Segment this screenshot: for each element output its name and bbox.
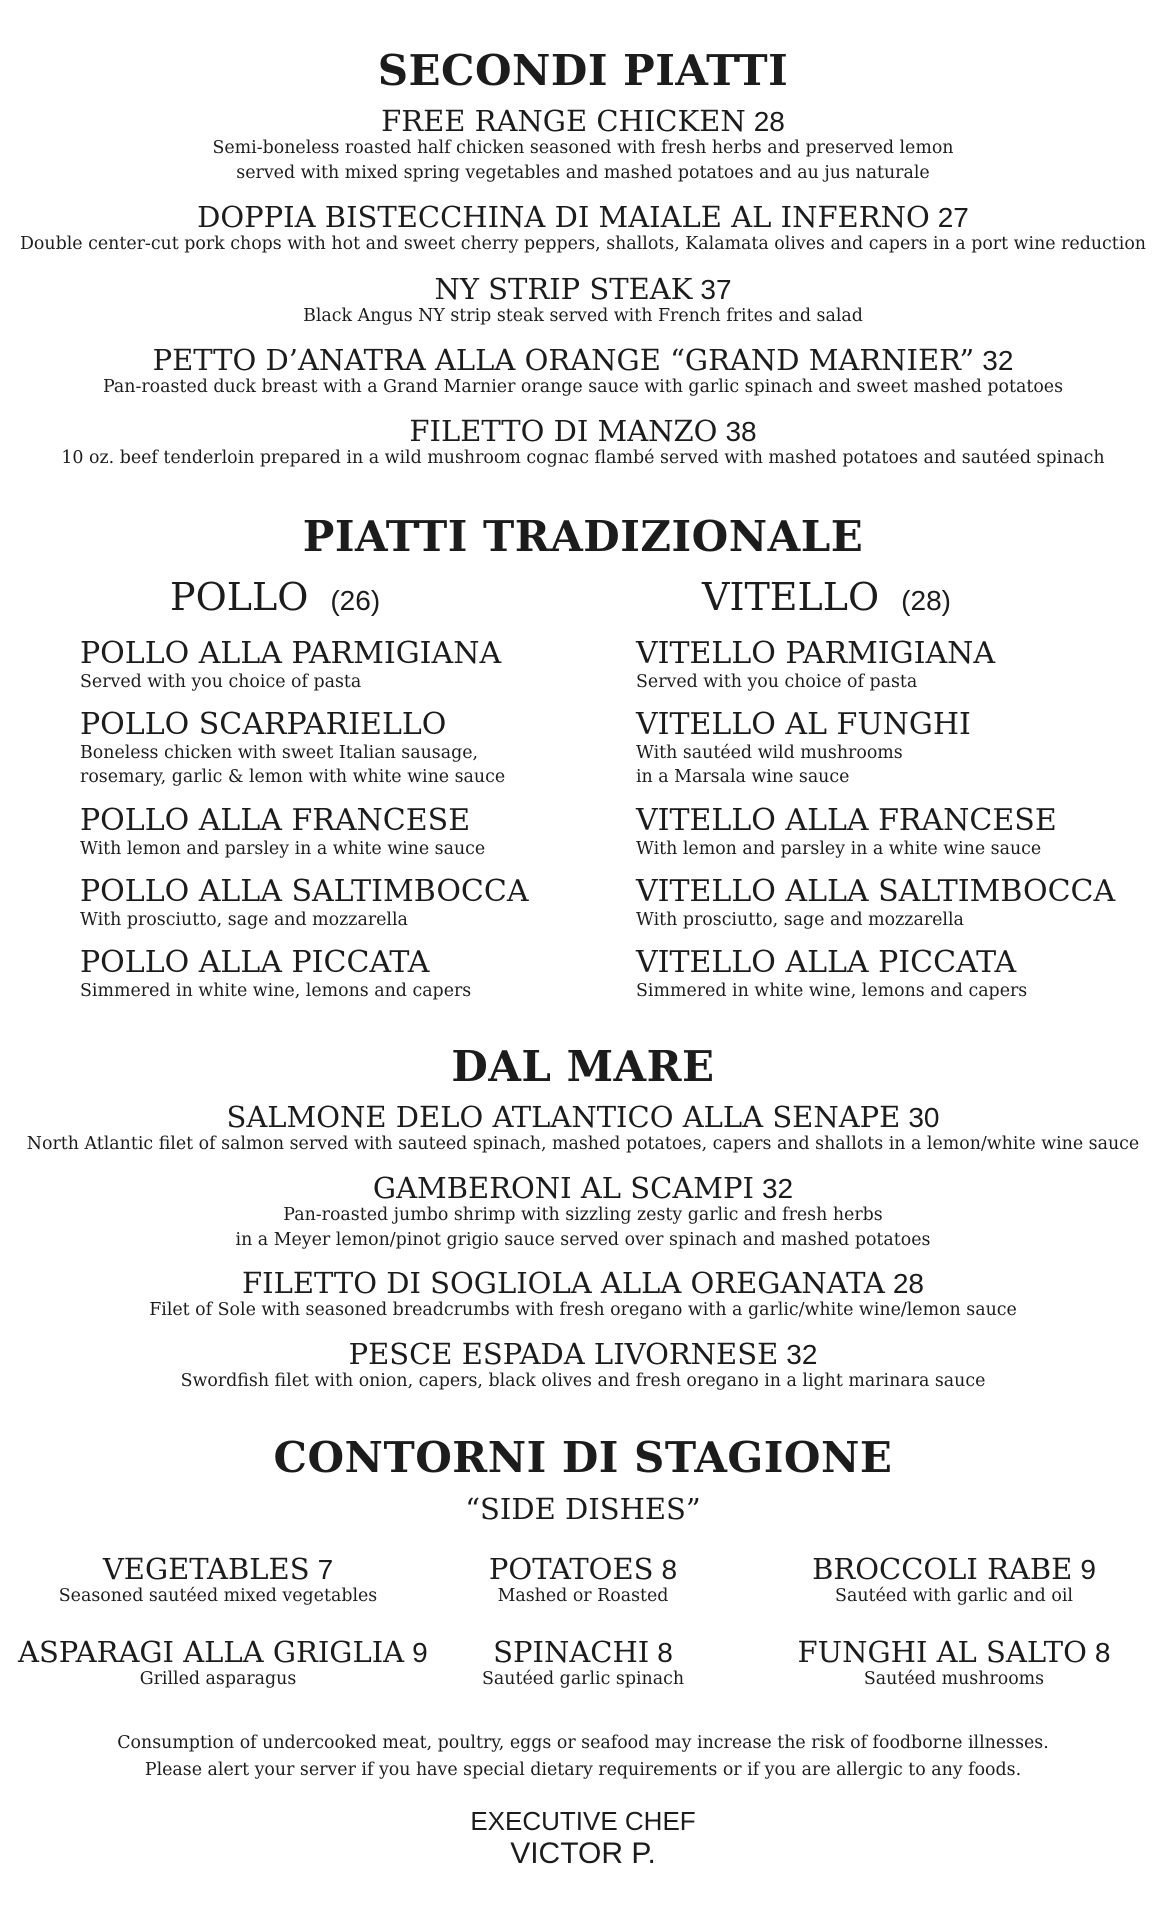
dish-name: POLLO ALLA SALTIMBOCCA xyxy=(80,874,529,909)
menu-item xyxy=(0,106,1166,186)
dish-description: Sautéed with garlic and oil xyxy=(835,1586,1073,1607)
dish-description: Sautéed garlic spinach xyxy=(481,1669,685,1690)
menu-item xyxy=(636,638,995,694)
dish-description: Semi-boneless roasted half chicken seasoned with fresh herbs and preserved lemon xyxy=(212,138,954,159)
side-dish xyxy=(754,1554,1154,1609)
dish-price: 7 xyxy=(317,1554,334,1585)
menu-item xyxy=(80,709,505,790)
dish-price: 28 xyxy=(753,106,785,137)
pollo-price: (26) xyxy=(330,585,381,616)
dish-name: VITELLO ALLA FRANCESE xyxy=(636,803,1057,838)
dish-description: Boneless chicken with sweet Italian sausage, xyxy=(80,742,479,763)
dish-price: 37 xyxy=(700,274,732,305)
menu-item xyxy=(80,947,471,1003)
menu-item xyxy=(0,1339,1166,1394)
pollo-heading xyxy=(170,575,381,619)
menu-item xyxy=(80,876,529,932)
chef-name: VICTOR P. xyxy=(510,1837,656,1870)
pollo-title: POLLO xyxy=(170,575,309,619)
dish-description: rosemary, garlic & lemon with white wine sauce xyxy=(80,767,506,788)
dish-name: POLLO ALLA FRANCESE xyxy=(80,803,471,838)
dish-name: DOPPIA BISTECCHINA DI MAIALE AL INFERNO xyxy=(197,200,930,234)
dish-price: 9 xyxy=(412,1637,428,1668)
dish-description: Seasoned sautéed mixed vegetables xyxy=(58,1586,378,1607)
dish-price: 8 xyxy=(661,1554,678,1585)
dish-price: 8 xyxy=(1094,1637,1111,1668)
dish-price: 8 xyxy=(657,1637,673,1668)
dish-name: VITELLO AL FUNGHI xyxy=(636,707,971,742)
menu-item xyxy=(0,202,1166,257)
dish-name: SALMONE DELO ATLANTICO ALLA SENAPE xyxy=(226,1100,901,1134)
dish-price: 38 xyxy=(725,416,757,447)
menu-item xyxy=(0,416,1166,471)
dish-name: FREE RANGE CHICKEN xyxy=(381,104,746,138)
dish-description: With prosciutto, sage and mozzarella xyxy=(80,909,408,930)
dish-description: Swordfish filet with onion, capers, black olives and fresh oregano in a light marinara sauce xyxy=(180,1371,986,1392)
allergy-notice xyxy=(0,1730,1166,1784)
dish-description: Filet of Sole with seasoned breadcrumbs with fresh oregano with a garlic/white wine/lemon sauce xyxy=(149,1300,1017,1321)
contorni-subtitle-block xyxy=(0,1494,1166,1524)
dish-description: Double center-cut pork chops with hot and sweet cherry peppers, shallots, Kalamata olives and capers in a port wine reduction xyxy=(19,234,1146,255)
dish-name: VEGETABLES xyxy=(102,1552,310,1586)
dish-name: POLLO ALLA PARMIGIANA xyxy=(80,636,502,671)
dish-price: 27 xyxy=(937,202,969,233)
dish-name: POTATOES xyxy=(488,1552,654,1586)
tradizionale-title: PIATTI TRADIZIONALE xyxy=(302,512,864,561)
dish-name: PESCE ESPADA LIVORNESE xyxy=(348,1337,779,1371)
chef-credit xyxy=(0,1808,1166,1869)
dish-name: FILETTO DI MANZO xyxy=(409,414,718,448)
dish-description: Mashed or Roasted xyxy=(497,1586,669,1607)
menu-item xyxy=(0,1268,1166,1323)
dish-description: Simmered in white wine, lemons and capers xyxy=(636,980,1028,1001)
vitello-title: VITELLO xyxy=(702,575,880,619)
dish-name: FUNGHI AL SALTO xyxy=(797,1635,1087,1669)
menu-item xyxy=(0,1173,1166,1253)
dish-description: Pan-roasted jumbo shrimp with sizzling zesty garlic and fresh herbs xyxy=(283,1205,883,1226)
dish-name: ASPARAGI ALLA GRIGLIA xyxy=(18,1635,405,1669)
notice-line: Consumption of undercooked meat, poultry, eggs or seafood may increase the risk of foodborne illnesses. xyxy=(117,1733,1049,1753)
side-dish xyxy=(18,1554,418,1609)
side-dish xyxy=(18,1635,428,1692)
dish-price: 32 xyxy=(786,1339,818,1370)
side-dish xyxy=(754,1637,1154,1692)
dish-description: With lemon and parsley in a white wine sauce xyxy=(80,838,486,859)
dish-description: Served with you choice of pasta xyxy=(636,671,918,692)
dish-price: 28 xyxy=(892,1268,924,1299)
mare-section xyxy=(0,1042,1166,1091)
dish-name: VITELLO ALLA PICCATA xyxy=(636,945,1017,980)
dish-name: POLLO SCARPARIELLO xyxy=(80,707,447,742)
dish-description: With prosciutto, sage and mozzarella xyxy=(636,909,964,930)
secondi-title: SECONDI PIATTI xyxy=(377,46,789,95)
dish-price: 9 xyxy=(1080,1554,1096,1585)
dish-description: Pan-roasted duck breast with a Grand Marnier orange sauce with garlic spinach and sweet mashed potatoes xyxy=(102,377,1064,398)
contorni-subtitle: “SIDE DISHES” xyxy=(465,1492,701,1526)
secondi-section xyxy=(0,46,1166,95)
dish-description: With lemon and parsley in a white wine sauce xyxy=(636,838,1042,859)
dish-name: GAMBERONI AL SCAMPI xyxy=(372,1171,754,1205)
dish-name: VITELLO PARMIGIANA xyxy=(636,636,996,671)
notice-line: Please alert your server if you have special dietary requirements or if you are allergic to any foods. xyxy=(144,1759,1022,1780)
side-dish xyxy=(383,1637,783,1692)
menu-item xyxy=(636,947,1027,1003)
dish-description: Black Angus NY strip steak served with French frites and salad xyxy=(303,306,863,327)
dish-name: SPINACHI xyxy=(493,1635,650,1669)
dish-name: NY STRIP STEAK xyxy=(434,272,693,306)
dish-description: served with mixed spring vegetables and mashed potatoes and au jus naturale xyxy=(236,163,930,184)
vitello-price: (28) xyxy=(901,585,951,616)
tradizionale-section xyxy=(0,512,1166,561)
dish-description: Sautéed mushrooms xyxy=(863,1669,1045,1690)
menu-item xyxy=(0,274,1166,329)
dish-name: PETTO D’ANATRA ALLA ORANGE “GRAND MARNIER” xyxy=(152,343,975,377)
menu-item xyxy=(0,1102,1166,1157)
menu-item xyxy=(636,876,1115,932)
menu-item xyxy=(80,805,485,861)
contorni-title: CONTORNI DI STAGIONE xyxy=(273,1433,893,1482)
dish-price: 32 xyxy=(761,1173,794,1204)
chef-title: EXECUTIVE CHEF xyxy=(470,1806,696,1836)
dish-description: Grilled asparagus xyxy=(139,1669,297,1690)
menu-item xyxy=(636,805,1057,861)
dish-price: 32 xyxy=(982,345,1014,376)
dish-description: in a Meyer lemon/pinot grigio sauce served over spinach and mashed potatoes xyxy=(235,1230,931,1251)
dish-name: VITELLO ALLA SALTIMBOCCA xyxy=(636,874,1116,909)
mare-title: DAL MARE xyxy=(451,1042,715,1091)
dish-description: Served with you choice of pasta xyxy=(80,671,362,692)
dish-description: North Atlantic filet of salmon served with sauteed spinach, mashed potatoes, capers and shallots in a lemon/white wine sauce xyxy=(26,1134,1140,1155)
dish-description: With sautéed wild mushrooms xyxy=(636,742,903,763)
menu-item xyxy=(636,709,971,790)
dish-price: 30 xyxy=(908,1102,940,1133)
dish-description: in a Marsala wine sauce xyxy=(636,767,850,788)
vitello-heading xyxy=(702,575,951,619)
dish-name: POLLO ALLA PICCATA xyxy=(80,945,430,980)
side-dish xyxy=(383,1554,783,1609)
menu-item xyxy=(80,638,501,694)
dish-description: Simmered in white wine, lemons and capers xyxy=(80,980,472,1001)
contorni-section xyxy=(0,1433,1166,1482)
dish-name: FILETTO DI SOGLIOLA ALLA OREGANATA xyxy=(242,1266,885,1300)
dish-description: 10 oz. beef tenderloin prepared in a wild mushroom cognac flambé served with mashed potatoes and sautéed spinach xyxy=(61,448,1105,469)
dish-name: BROCCOLI RABE xyxy=(812,1552,1073,1586)
menu-item xyxy=(0,345,1166,400)
